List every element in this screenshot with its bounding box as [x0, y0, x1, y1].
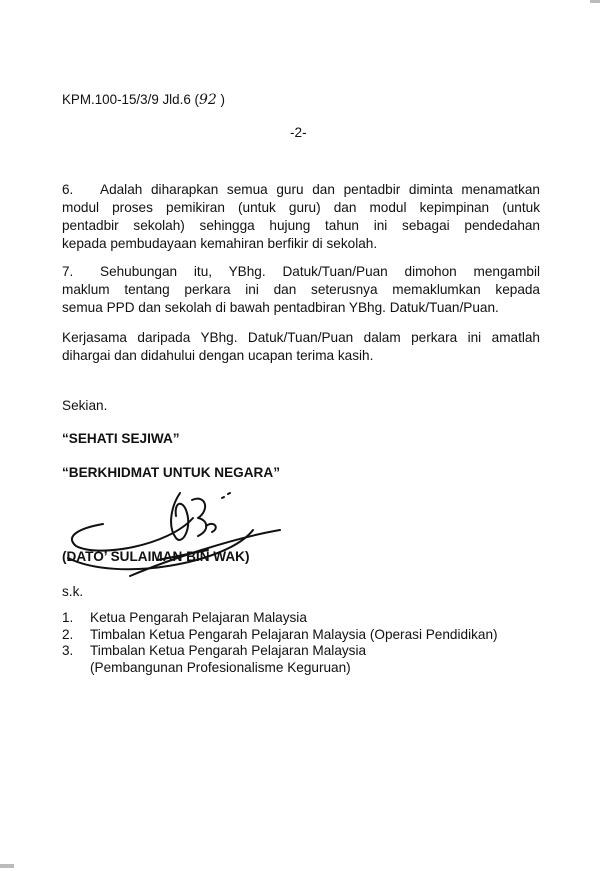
- page-number: -2-: [290, 125, 307, 140]
- paragraph-line: semua PPD dan sekolah di bawah pentadbiran YBhg. Datuk/Tuan/Puan.: [62, 300, 499, 315]
- scan-edge-mark: [0, 864, 14, 868]
- paragraph-line: pentadbir sekolah) sehingga hujung tahun ini sebagai pendedahan: [62, 218, 540, 233]
- salutation: Sekian.: [62, 398, 108, 413]
- paragraph-line: Adalah diharapkan semua guru dan pentadbir diminta menamatkan: [100, 182, 540, 197]
- cc-item: [62, 627, 498, 644]
- paragraph-line: Kerjasama daripada YBhg. Datuk/Tuan/Puan dalam perkara ini amatlah: [62, 330, 540, 345]
- paragraph-line: modul proses pemikiran (untuk guru) dan modul kepimpinan (untuk: [62, 200, 540, 215]
- signatory-name: (DATO’ SULAIMAN BIN WAK): [62, 549, 250, 564]
- reference-text: KPM.100-15/3/9 Jld.6 (: [62, 92, 199, 107]
- paragraph-6: [62, 181, 540, 253]
- paragraph-line: kepada pembudayaan kemahiran berfikir di sekolah.: [62, 236, 378, 251]
- paragraph-number: 7.: [62, 264, 74, 279]
- cc-item: [62, 610, 498, 627]
- handwritten-reference: 92: [198, 92, 217, 108]
- paragraph-line: Sehubungan itu, YBhg. Datuk/Tuan/Puan dimohon mengambil: [100, 264, 540, 279]
- paragraph-line: dihargai dan didahului dengan ucapan terima kasih.: [62, 348, 374, 363]
- reference-close: ): [216, 92, 225, 107]
- paragraph-number: 6.: [62, 182, 74, 197]
- paragraph-kerjasama: [62, 329, 540, 365]
- scan-edge-mark: [590, 0, 600, 3]
- cc-list: [62, 610, 498, 676]
- cc-number: 1.: [62, 610, 74, 625]
- cc-text-continuation: (Pembangunan Profesionalisme Keguruan): [90, 659, 351, 675]
- cc-item: [62, 643, 498, 660]
- motto-berkhidmat: “BERKHIDMAT UNTUK NEGARA”: [62, 465, 280, 480]
- cc-text: Timbalan Ketua Pengarah Pelajaran Malaysia (Operasi Pendidikan): [90, 626, 498, 642]
- paragraph-7: [62, 263, 540, 317]
- cc-number: 2.: [62, 626, 74, 642]
- cc-label: s.k.: [62, 584, 84, 599]
- reference-number: [62, 92, 225, 108]
- motto-sehati-sejiwa: “SEHATI SEJIWA”: [62, 431, 180, 446]
- paragraph-line: maklum tentang perkara ini dan seterusnya memaklumkan kepada: [62, 282, 540, 297]
- cc-text: Timbalan Ketua Pengarah Pelajaran Malaysia: [90, 643, 367, 658]
- signature-image: [58, 488, 308, 583]
- cc-text: Ketua Pengarah Pelajaran Malaysia: [90, 610, 307, 625]
- cc-number: 3.: [62, 643, 74, 658]
